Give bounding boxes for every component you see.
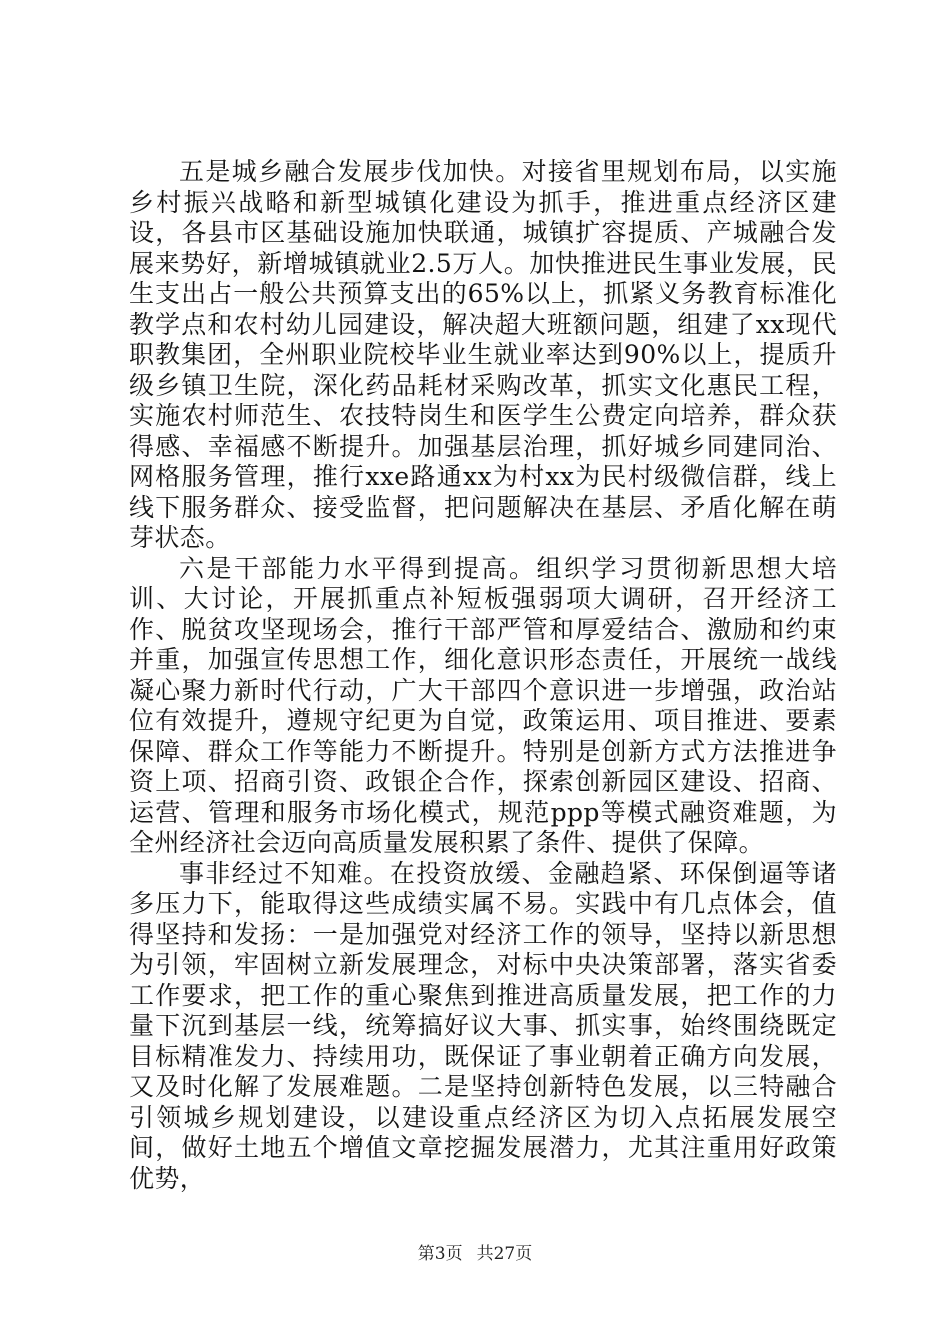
paragraph-cadre-capability: 六是干部能力水平得到提高。组织学习贯彻新思想大培训、大讨论，开展抓重点补短板强弱项大调研，召开经济工作、脱贫攻坚现场会，推行干部严管和厚爱结合、激励和约束并重，加强宣传思想工作，细化意识形态责任，开展统一战线凝心聚力新时代行动，广大干部四个意识进一步增强，政治站位有效提升，遵规守纪更为自觉，政策运用、项目推进、要素保障、群众工作等能力不断提升。特别是创新方式方法推进争资上项、招商引资、政银企合作，探索创新园区建设、招商、运营、管理和服务市场化模式，规范ppp等模式融资难题，为全州经济社会迈向高质量发展积累了条件、提供了保障。 — [129, 553, 837, 857]
page-number: 第3页 — [417, 1244, 463, 1264]
page-footer — [0, 1239, 950, 1264]
document-body — [129, 157, 837, 1194]
paragraph-experience: 事非经过不知难。在投资放缓、金融趋紧、环保倒逼等诸多压力下，能取得这些成绩实属不易。实践中有几点体会，值得坚持和发扬：一是加强党对经济工作的领导，坚持以新思想为引领，牢固树立新发展理念，对标中央决策部署，落实省委工作要求，把工作的重心聚焦到推进高质量发展，把工作的力量下沉到基层一线，统筹搞好议大事、抓实事，始终围绕既定目标精准发力、持续用功，既保证了事业朝着正确方向发展，又及时化解了发展难题。二是坚持创新特色发展，以三特融合引领城乡规划建设，以建设重点经济区为切入点拓展发展空间，做好土地五个增值文章挖掘发展潜力，尤其注重用好政策优势， — [129, 858, 837, 1193]
paragraph-urban-rural-integration: 五是城乡融合发展步伐加快。对接省里规划布局，以实施乡村振兴战略和新型城镇化建设为抓手，推进重点经济区建设，各县市区基础设施加快联通，城镇扩容提质、产城融合发展来势好，新增城镇就业2.5万人。加快推进民生事业发展，民生支出占一般公共预算支出的65%以上，抓紧义务教育标准化教学点和农村幼儿园建设，解决超大班额问题，组建了xx现代职教集团，全州职业院校毕业生就业率达到90%以上，提质升级乡镇卫生院，深化药品耗材采购改革，抓实文化惠民工程，实施农村师范生、农技特岗生和医学生公费定向培养，群众获得感、幸福感不断提升。加强基层治理，抓好城乡同建同治、网格服务管理，推行xxe路通xx为村xx为民村级微信群，线上线下服务群众、接受监督，把问题解决在基层、矛盾化解在萌芽状态。 — [129, 157, 837, 552]
total-pages: 共27页 — [476, 1244, 533, 1264]
